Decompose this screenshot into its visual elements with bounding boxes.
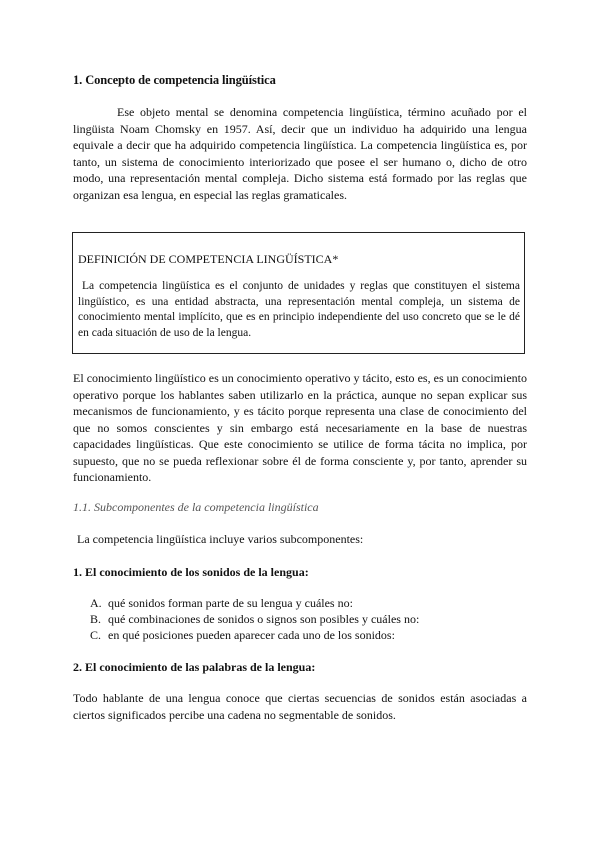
paragraph-conocimiento: El conocimiento lingüístico es un conocimiento operativo y tácito, esto es, es un conocimiento operativo porque los hablantes saben utilizarlo en la práctica, aunque no sepan explicar sus mecanismos de funcionamiento, y es tácito porque representa una clase de conocimiento del que no somos conscientes y sin embargo está necesariamente en la base de nuestras capacidades lingüísticas. Que este conocimiento se utilice de forma tácita no implica, por supuesto, que no se pueda reflexionar sobre él de forma consciente y, por tanto, aprender su funcionamiento. — [73, 371, 527, 484]
component1-heading: 1. El conocimiento de los sonidos de la lengua: — [73, 565, 309, 579]
list-item — [90, 627, 419, 643]
list-item — [90, 595, 419, 611]
section-heading-concepto: 1. Concepto de competencia lingüística — [73, 73, 276, 87]
definition-title: DEFINICIÓN DE COMPETENCIA LINGÜÍSTICA* — [78, 252, 339, 266]
list-item-text: qué sonidos forman parte de su lengua y cuáles no: — [108, 596, 353, 610]
subsection-heading: 1.1. Subcomponentes de la competencia lingüística — [73, 500, 319, 514]
list-marker: B. — [90, 612, 102, 626]
list-item-text: qué combinaciones de sonidos o signos son posibles y cuáles no: — [108, 612, 420, 626]
definition-text: La competencia lingüística es el conjunto de unidades y reglas que constituyen el sistema lingüístico, es una entidad abstracta, una representación mental compleja, un sistema de conocimiento mental implícito, que es en principio independiente del uso concreto que se le dé en cada situación de uso de la lengua. — [78, 280, 520, 340]
component2-heading: 2. El conocimiento de las palabras de la lengua: — [73, 660, 316, 674]
list-marker: C. — [90, 628, 102, 642]
definition-box — [72, 232, 525, 354]
sounds-list — [90, 595, 419, 643]
subsection-intro: La competencia lingüística incluye varios subcomponentes: — [77, 532, 364, 546]
list-marker: A. — [90, 596, 102, 610]
paragraph-concepto: Ese objeto mental se denomina competencia lingüística, término acuñado por el lingüista Noam Chomsky en 1957. Así, decir que un individuo ha adquirido una lengua equivale a decir que ha adquirido competencia lingüística. La competencia lingüística es, por tanto, un sistema de conocimiento interiorizado que posee el ser humano o, dicho de otro modo, una representación mental compleja. Dicho sistema está formado por las reglas que organizan esa lengua, en especial las reglas gramaticales. — [73, 105, 527, 202]
list-item-text: en qué posiciones pueden aparecer cada uno de los sonidos: — [108, 628, 395, 642]
list-item — [90, 611, 419, 627]
paragraph-palabras: Todo hablante de una lengua conoce que ciertas secuencias de sonidos están asociadas a ciertos significados percibe una cadena no segmentable de sonidos. — [73, 691, 527, 722]
